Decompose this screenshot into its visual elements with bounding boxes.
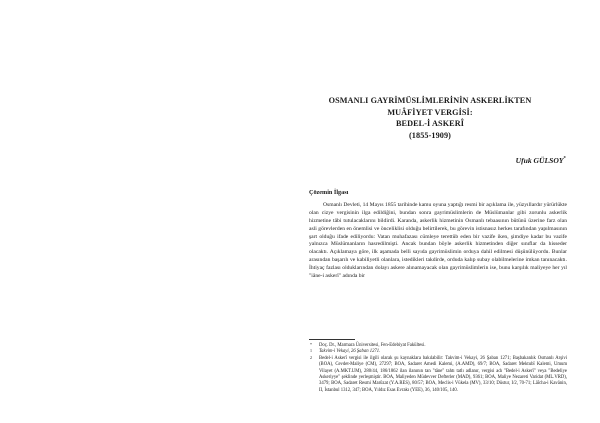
author-footnote-mark: * — [563, 156, 566, 162]
footnote-text: Takvim-i Vekayi, 26 Şaban 1271. — [319, 349, 381, 355]
footnote-text: Bedel-i Askerî vergisi ile ilgili olarak şu kaynaklara bakılabilir: Takvim-i Vekayi, 26 Şaban 1271; Başbakanlık Osmanlı Arşivi (BOA), Cevdet-Maliye (CM), 27297; BOA, Sadaret Amedi Kalemi, (A.AMD), 69/7; BOA, Sadaret Mektubî Kalemi, Umum Vilayet (A.MKT.UM), 280/44, 186/1862 ilan ilanının tan "tâne" tahtı tatlı adlanır, vergisi adı "Bedel-i Askerî" veya "Bedeliye Askeriyye" şeklinde yerleşmiştir. BOA, Maliyeden Müdevver Defterler (MAD), 9361; BOA, Maliye Nezareti Varidat (ML.VRD), 3479; BOA, Sadaret Resmi Marûzat (Y.A.RES), 80/57; BOA, Meclis-i Vükela (MV), 33/10; Düstur, I/2, 70-71; Lâîcha-i Kavânin, II, İstanbul 1312, 347; BOA, Yıldız Esas Evrakı (YEE), 36, 140/105, 140. — [319, 355, 567, 393]
footnote-number: 2 — [310, 354, 312, 360]
author-name — [516, 156, 566, 165]
section-heading: Çözemin İlgası — [309, 189, 349, 196]
title-line-1: OSMANLI GAYRİMÜSLİMLERİNİN ASKERLİKTEN — [328, 96, 532, 105]
author-text: Ufuk GÜLSOY — [515, 156, 564, 165]
body-paragraph: Osmanlı Devleti, 14 Mayıs 1855 tarihinde kamu oyuna yaptığı resmi bir açıklama ile, yüzyıllardır yürürlükte olan cizye vergisinin ilga edildiğini, bundan sonra gayrimüslimlerin de Müslümanlar gibi zorunlu askerlik hizmetine tâbi tutulacaklarını bildirdi. Karanda, askerlik hizmetinin Osmanlı tebaasının bütünü üzerine farz olan asli görevlerden en önemlisi ve önceliklisi olduğu belirtilerek, bu görevin istisnasız herkes tarafından yapılmasının şart olduğu ifade ediliyordu: Vatan muhafazası cümleye terettüb eden bir vazife iken, şimdiye kadar bu vazife yalnızca Müslümanların hasredilmişti. Ancak bundan böyle askerlik hizmetinden diğer sınıflar da hisseder olacaktı. Açıklamaya göre, ilk aşamada belli sayıda gayrimüslimin orduya dahil edilmesi düşünülüyordu. Bunlar arasından başarılı ve kabiliyetli olanlara, istedikleri takdirde, orduda kalıp subay olabilmelerine imkan tanınacaktı. İhtiyaç fazlası olduklarından dolayı askere alınamayacak olan gayrimüslimlerin ise, bunu karşılık maliyeye her yıl "iâne-i askerî" adında bir — [309, 202, 567, 279]
footnote-item — [309, 356, 567, 394]
footnote-number: 1 — [310, 348, 312, 354]
title-line-4: (1855-1909) — [408, 130, 452, 140]
body-text — [309, 202, 567, 281]
footnotes — [309, 343, 567, 394]
article-title — [300, 95, 560, 141]
title-line-3: BEDEL-İ ASKERÎ — [395, 119, 465, 128]
footnote-text: Doç. Dr., Marmara Üniversitesi, Fen-Edebiyat Fakültesi. — [319, 343, 426, 348]
footnote-divider — [309, 339, 355, 340]
footnote-number: * — [310, 342, 312, 347]
title-line-2: MUÂFİYET VERGİSİ: — [387, 107, 473, 117]
